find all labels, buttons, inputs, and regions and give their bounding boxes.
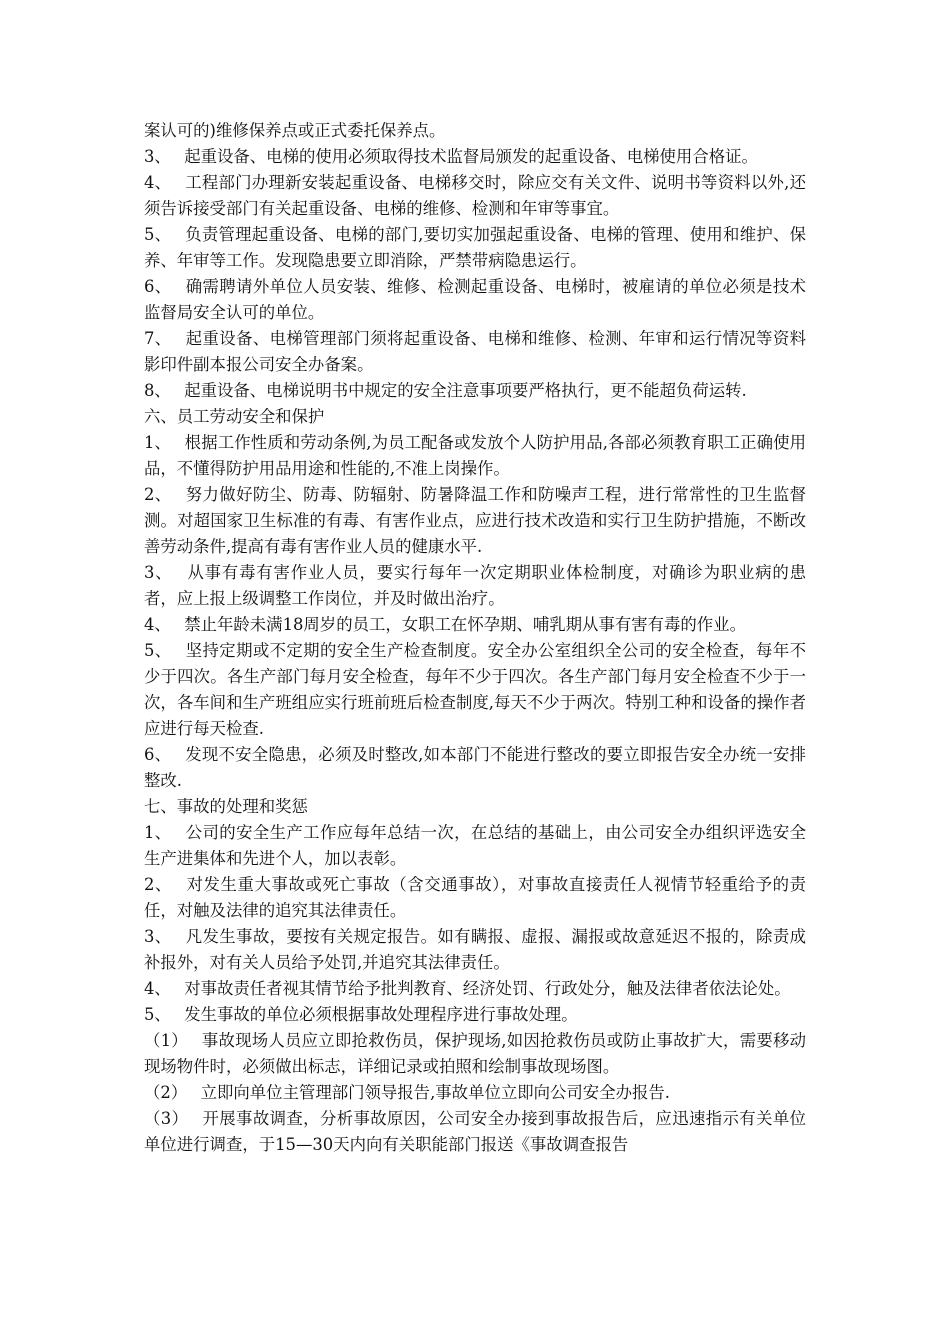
- paragraph-item-5: 5、 发生事故的单位必须根据事故处理程序进行事故处理。: [144, 1005, 578, 1024]
- section-heading-7: 七、事故的处理和奖惩: [144, 797, 308, 816]
- sub-item-1: （1） 事故现场人员应立即抢救伤员，保护现场,如因抢救伤员或防止事故扩大，需要移动现场物件时，必须做出标志，详细记录或拍照和绘制事故现场图。: [144, 1031, 806, 1076]
- document-body: [144, 118, 806, 1158]
- paragraph-item-3: 3、 凡发生事故，要按有关规定报告。如有瞒报、虚报、漏报或故意延迟不报的，除责成补报外，对有关人员给予处罚,并追究其法律责任。: [144, 927, 806, 972]
- paragraph-item-2: 2、 对发生重大事故或死亡事故（含交通事故），对事故直接责任人视情节轻重给予的责任，对触及法律的追究其法律责任。: [144, 875, 806, 920]
- paragraph-item-7: 7、 起重设备、电梯管理部门须将起重设备、电梯和维修、检测、年审和运行情况等资料影印件副本报公司安全办备案。: [144, 329, 806, 374]
- paragraph-item-1: 1、 公司的安全生产工作应每年总结一次，在总结的基础上，由公司安全办组织评选安全生产进集体和先进个人，加以表彰。: [144, 823, 806, 868]
- paragraph-item-3: 3、 起重设备、电梯的使用必须取得技术监督局颁发的起重设备、电梯使用合格证。: [144, 147, 758, 166]
- section-heading-6: 六、员工劳动安全和保护: [144, 407, 325, 426]
- paragraph-item-5: 5、 坚持定期或不定期的安全生产检查制度。安全办公室组织全公司的安全检查，每年不少于四次。各生产部门每月安全检查，每年不少于四次。各生产部门每月安全检查不少于一次，各车间和生产班组应实行班前班后检查制度,每天不少于两次。特别工种和设备的操作者应进行每天检查.: [144, 641, 806, 738]
- paragraph-item-3: 3、 从事有毒有害作业人员，要实行每年一次定期职业体检制度，对确诊为职业病的患者，应上报上级调整工作岗位，并及时做出治疗。: [144, 563, 806, 608]
- paragraph-item-6: 6、 发现不安全隐患，必须及时整改,如本部门不能进行整改的要立即报告安全办统一安排整改.: [144, 745, 806, 790]
- paragraph-item-8: 8、 起重设备、电梯说明书中规定的安全注意事项要严格执行，更不能超负荷运转.: [144, 381, 747, 400]
- paragraph-item-4: 4、 工程部门办理新安装起重设备、电梯移交时，除应交有关文件、说明书等资料以外,还须告诉接受部门有关起重设备、电梯的维修、检测和年审等事宜。: [144, 173, 806, 218]
- paragraph-item-4: 4、 禁止年龄未满18周岁的员工，女职工在怀孕期、哺乳期从事有害有毒的作业。: [144, 615, 746, 634]
- paragraph-item-1: 1、 根据工作性质和劳动条例,为员工配备或发放个人防护用品,各部必须教育职工正确使用品，不懂得防护用品用途和性能的,不准上岗操作。: [144, 433, 806, 478]
- paragraph-item-4: 4、 对事故责任者视其情节给予批判教育、经济处罚、行政处分，触及法律者依法论处。: [144, 979, 791, 998]
- paragraph-continuation: 案认可的)维修保养点或正式委托保养点。: [144, 121, 446, 140]
- paragraph-item-5: 5、 负责管理起重设备、电梯的部门,要切实加强起重设备、电梯的管理、使用和维护、保养、年审等工作。发现隐患要立即消除，严禁带病隐患运行。: [144, 225, 806, 270]
- sub-item-3: （3） 开展事故调查，分析事故原因，公司安全办接到事故报告后，应迅速指示有关单位单位进行调查，于15—30天内向有关职能部门报送《事故调查报告: [144, 1109, 806, 1154]
- paragraph-item-2: 2、 努力做好防尘、防毒、防辐射、防暑降温工作和防噪声工程，进行常常性的卫生监督测。对超国家卫生标准的有毒、有害作业点，应进行技术改造和实行卫生防护措施，不断改善劳动条件,提高有毒有害作业人员的健康水平.: [144, 485, 806, 556]
- sub-item-2: （2） 立即向单位主管理部门领导报告,事故单位立即向公司安全办报告.: [144, 1083, 670, 1102]
- paragraph-item-6: 6、 确需聘请外单位人员安装、维修、检测起重设备、电梯时，被雇请的单位必须是技术监督局安全认可的单位。: [144, 277, 806, 322]
